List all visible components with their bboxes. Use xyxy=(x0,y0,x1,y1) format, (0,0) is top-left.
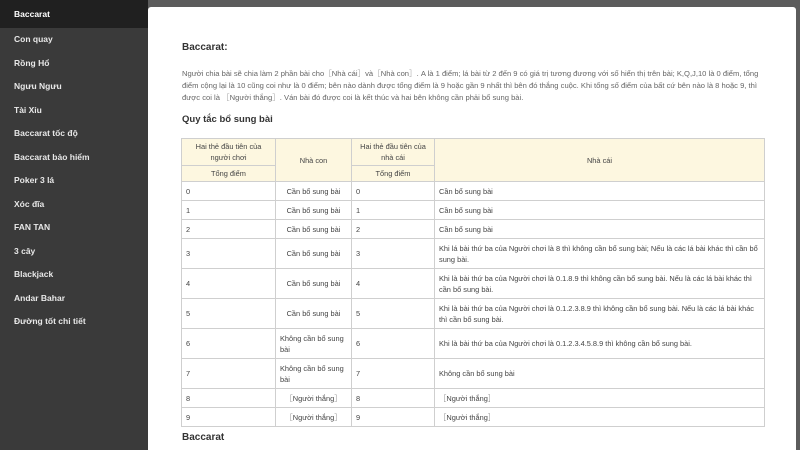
section-heading: Quy tắc bổ sung bài xyxy=(182,114,273,125)
banker-action-cell: Cần bổ sung bài xyxy=(435,182,765,201)
table-row xyxy=(182,220,765,239)
player-action-cell: ［Người thắng］ xyxy=(276,408,352,427)
sidebar-item-baccarat-bao-hiem[interactable]: Baccarat bảo hiểm xyxy=(14,151,90,162)
header-banker-action: Nhà cái xyxy=(435,139,765,182)
banker-action-cell: Cần bổ sung bài xyxy=(435,220,765,239)
banker-action-cell: Khi là bài thứ ba của Người chơi là 0.1.2.3.8.9 thì không cần bổ sung bài. Nếu là các lá bài khác thì cần bổ sung bài. xyxy=(435,299,765,329)
player-total-cell: 1 xyxy=(182,201,276,220)
player-action-cell: Cần bổ sung bài xyxy=(276,201,352,220)
sidebar-item-xoc-dia[interactable]: Xóc đĩa xyxy=(14,198,45,209)
header-banker-first-two: Hai thẻ đầu tiên của nhà cái xyxy=(352,139,435,166)
table-row xyxy=(182,239,765,269)
sidebar-item-con-quay[interactable]: Con quay xyxy=(14,34,53,44)
sidebar-item-fan-tan[interactable]: FAN TAN xyxy=(14,222,51,232)
banker-action-cell: Khi là bài thứ ba của Người chơi là 0.1.2.3.4.5.8.9 thì không cần bổ sung bài. xyxy=(435,329,765,359)
player-action-cell: Cần bổ sung bài xyxy=(276,269,352,299)
player-action-cell: Cần bổ sung bài xyxy=(276,239,352,269)
sidebar-item-duong-tot[interactable]: Đường tốt chi tiết xyxy=(14,316,86,326)
sidebar-item-tai-xiu[interactable]: Tài Xỉu xyxy=(14,104,42,115)
player-action-cell: Cần bổ sung bài xyxy=(276,182,352,201)
player-action-cell: ［Người thắng］ xyxy=(276,389,352,408)
table-row xyxy=(182,182,765,201)
sidebar xyxy=(0,0,148,450)
banker-total-cell: 0 xyxy=(352,182,435,201)
banker-total-cell: 7 xyxy=(352,359,435,389)
table-row xyxy=(182,201,765,220)
player-total-cell: 8 xyxy=(182,389,276,408)
sidebar-item-3-cay[interactable]: 3 cây xyxy=(14,245,36,256)
table-row xyxy=(182,269,765,299)
player-total-cell: 3 xyxy=(182,239,276,269)
player-action-cell: Cần bổ sung bài xyxy=(276,299,352,329)
rules-table xyxy=(181,138,765,427)
intro-paragraph: Người chia bài sẽ chia làm 2 phần bài cho［Nhà cái］và［Nhà con］. A là 1 điểm; lá bài từ 2 đến 9 có giá trị tương đương với số hiển thị trên bài; K,Q,J,10 là 0 điểm, tổng điểm cộng lại là 10 cũng coi như là 0 điểm; bên nào dành được tổng điểm là 9 hoặc gần 9 nhất thì bên đó thắng cuộc. Khi tổng số điểm của bất cứ bên nào là 8 hoặc 9, thì được coi là ［Người thắng］. Ván bài đó được coi là kết thúc và hai bên không cần phải bổ sung bài. xyxy=(182,69,759,103)
banker-action-cell: Cần bổ sung bài xyxy=(435,201,765,220)
page-title: Baccarat: xyxy=(182,42,228,53)
player-total-cell: 2 xyxy=(182,220,276,239)
next-section-title: Baccarat xyxy=(182,432,225,443)
sidebar-item-andar-bahar[interactable]: Andar Bahar xyxy=(14,292,66,303)
header-banker-total: Tổng điểm xyxy=(352,166,435,182)
player-total-cell: 9 xyxy=(182,408,276,427)
sidebar-item-blackjack[interactable]: Blackjack xyxy=(14,269,54,279)
banker-action-cell: Khi là bài thứ ba của Người chơi là 0.1.8.9 thì không cần bổ sung bài. Nếu là các lá bài khác thì cần bổ sung bài. xyxy=(435,269,765,299)
sidebar-item-poker-3-la[interactable]: Poker 3 lá xyxy=(14,175,55,185)
sidebar-item-baccarat[interactable]: Baccarat xyxy=(0,0,148,28)
player-action-cell: Không cần bổ sung bài xyxy=(276,329,352,359)
banker-total-cell: 9 xyxy=(352,408,435,427)
player-action-cell: Cần bổ sung bài xyxy=(276,220,352,239)
header-player-first-two: Hai thẻ đầu tiên của người chơi xyxy=(182,139,276,166)
sidebar-item-nguu-nguu[interactable]: Ngưu Ngưu xyxy=(14,81,62,91)
banker-total-cell: 5 xyxy=(352,299,435,329)
player-total-cell: 4 xyxy=(182,269,276,299)
banker-action-cell: Khi lá bài thứ ba của Người chơi là 8 thì không cần bổ sung bài; Nếu là các lá bài khác thì cần bổ sung bài. xyxy=(435,239,765,269)
banker-action-cell: ［Người thắng］ xyxy=(435,389,765,408)
banker-total-cell: 6 xyxy=(352,329,435,359)
player-total-cell: 5 xyxy=(182,299,276,329)
table-row xyxy=(182,329,765,359)
table-row xyxy=(182,299,765,329)
sidebar-item-baccarat-toc-do[interactable]: Baccarat tốc độ xyxy=(14,128,78,138)
player-total-cell: 6 xyxy=(182,329,276,359)
player-total-cell: 0 xyxy=(182,182,276,201)
header-player-total: Tổng điểm xyxy=(182,166,276,182)
table-row xyxy=(182,389,765,408)
sidebar-item-rong-ho[interactable]: Rồng Hổ xyxy=(14,57,50,68)
banker-total-cell: 3 xyxy=(352,239,435,269)
banker-total-cell: 2 xyxy=(352,220,435,239)
banker-total-cell: 4 xyxy=(352,269,435,299)
banker-action-cell: ［Người thắng］ xyxy=(435,408,765,427)
banker-total-cell: 1 xyxy=(352,201,435,220)
table-row xyxy=(182,359,765,389)
header-player-action: Nhà con xyxy=(276,139,352,182)
player-total-cell: 7 xyxy=(182,359,276,389)
banker-total-cell: 8 xyxy=(352,389,435,408)
banker-action-cell: Không cần bổ sung bài xyxy=(435,359,765,389)
content-panel xyxy=(148,7,796,450)
table-row xyxy=(182,408,765,427)
player-action-cell: Không cần bổ sung bài xyxy=(276,359,352,389)
